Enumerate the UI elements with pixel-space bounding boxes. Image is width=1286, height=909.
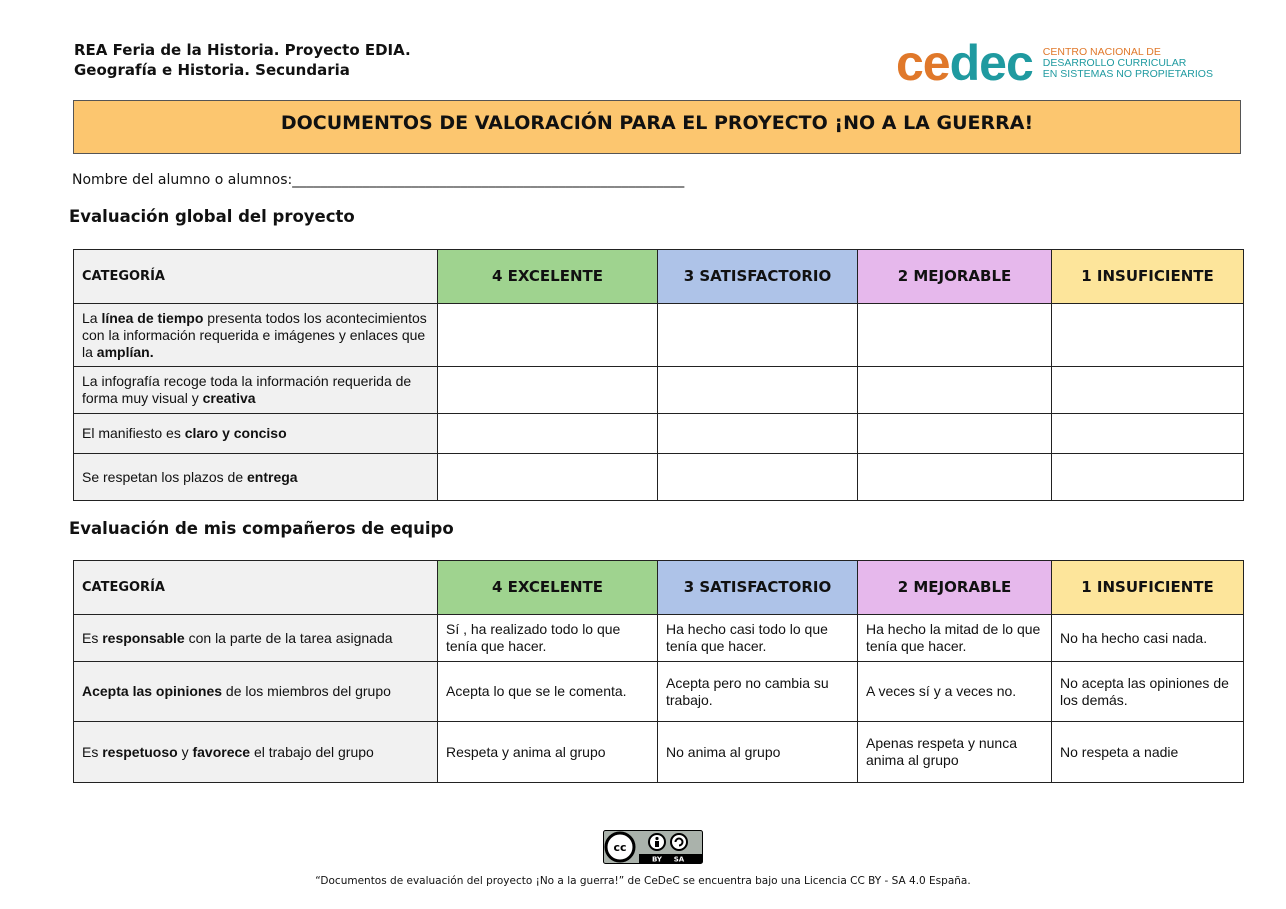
header-satisfactorio: 3 SATISFACTORIO <box>658 561 858 615</box>
student-name-field: Nombre del alumno o alumnos:________________________________________________________ <box>72 172 685 188</box>
score-cell: Ha hecho casi todo lo que tenía que hacer. <box>658 615 858 662</box>
cedec-logo <box>896 35 1213 91</box>
table-header-row <box>74 250 1244 304</box>
score-cell: Respeta y anima al grupo <box>438 722 658 783</box>
header-line-1: REA Feria de la Historia. Proyecto EDIA. <box>74 41 411 59</box>
table-header-row <box>74 561 1244 615</box>
score-cell: No ha hecho casi nada. <box>1052 615 1244 662</box>
score-cell <box>438 454 658 501</box>
score-cell <box>858 454 1052 501</box>
score-cell <box>658 367 858 414</box>
score-cell: A veces sí y a veces no. <box>858 662 1052 722</box>
header-insuficiente: 1 INSUFICIENTE <box>1052 250 1244 304</box>
section-title-global: Evaluación global del proyecto <box>69 207 355 226</box>
score-cell: No respeta a nadie <box>1052 722 1244 783</box>
score-cell <box>658 304 858 367</box>
header-line-2: Geografía e Historia. Secundaria <box>74 61 350 79</box>
score-cell <box>438 414 658 454</box>
sa-label: SA <box>673 855 685 864</box>
section-title-peers: Evaluación de mis compañeros de equipo <box>69 519 454 538</box>
header-insuficiente: 1 INSUFICIENTE <box>1052 561 1244 615</box>
category-cell: Acepta las opiniones de los miembros del grupo <box>74 662 438 722</box>
header-mejorable: 2 MEJORABLE <box>858 561 1052 615</box>
score-cell <box>438 367 658 414</box>
cc-license-badge[interactable] <box>603 830 703 864</box>
header-category: CATEGORÍA <box>74 561 438 615</box>
header-category: CATEGORÍA <box>74 250 438 304</box>
score-cell: Apenas respeta y nunca anima al grupo <box>858 722 1052 783</box>
category-cell: Se respetan los plazos de entrega <box>74 454 438 501</box>
header-satisfactorio: 3 SATISFACTORIO <box>658 250 858 304</box>
score-cell <box>438 304 658 367</box>
by-label: BY <box>651 855 663 864</box>
score-cell <box>658 454 858 501</box>
table-row <box>74 454 1244 501</box>
category-cell: Es respetuoso y favorece el trabajo del grupo <box>74 722 438 783</box>
score-cell: No acepta las opiniones de los demás. <box>1052 662 1244 722</box>
table-row <box>74 367 1244 414</box>
score-cell <box>1052 454 1244 501</box>
table-row <box>74 722 1244 783</box>
header-excelente: 4 EXCELENTE <box>438 250 658 304</box>
rubric-table-peers <box>73 560 1244 783</box>
license-text: “Documentos de evaluación del proyecto ¡No a la guerra!” de CeDeC se encuentra bajo una Licencia CC BY - SA 4.0 España. <box>315 875 971 887</box>
table-row <box>74 414 1244 454</box>
logo-wordmark: cedec <box>896 35 1033 91</box>
svg-text:cc: cc <box>613 841 627 854</box>
sa-icon <box>671 834 687 850</box>
score-cell: Acepta pero no cambia su trabajo. <box>658 662 858 722</box>
score-cell <box>858 414 1052 454</box>
table-row <box>74 304 1244 367</box>
document-title: DOCUMENTOS DE VALORACIÓN PARA EL PROYECTO ¡NO A LA GUERRA! <box>73 100 1241 154</box>
category-cell: El manifiesto es claro y conciso <box>74 414 438 454</box>
document-header <box>74 40 411 80</box>
score-cell <box>1052 304 1244 367</box>
rubric-table-global <box>73 249 1244 501</box>
score-cell <box>1052 367 1244 414</box>
table-row <box>74 662 1244 722</box>
score-cell <box>658 414 858 454</box>
score-cell: Ha hecho la mitad de lo que tenía que hacer. <box>858 615 1052 662</box>
score-cell <box>858 304 1052 367</box>
score-cell <box>858 367 1052 414</box>
category-cell: La línea de tiempo presenta todos los acontecimientos con la información requerida e imágenes y enlaces que la amplían. <box>74 304 438 367</box>
score-cell: Acepta lo que se le comenta. <box>438 662 658 722</box>
score-cell: Sí , ha realizado todo lo que tenía que hacer. <box>438 615 658 662</box>
header-excelente: 4 EXCELENTE <box>438 561 658 615</box>
logo-subtitle: CENTRO NACIONAL DE DESARROLLO CURRICULAR EN SISTEMAS NO PROPIETARIOS <box>1042 45 1213 80</box>
score-cell <box>1052 414 1244 454</box>
score-cell: No anima al grupo <box>658 722 858 783</box>
header-mejorable: 2 MEJORABLE <box>858 250 1052 304</box>
category-cell: Es responsable con la parte de la tarea asignada <box>74 615 438 662</box>
category-cell: La infografía recoge toda la información requerida de forma muy visual y creativa <box>74 367 438 414</box>
table-row <box>74 615 1244 662</box>
